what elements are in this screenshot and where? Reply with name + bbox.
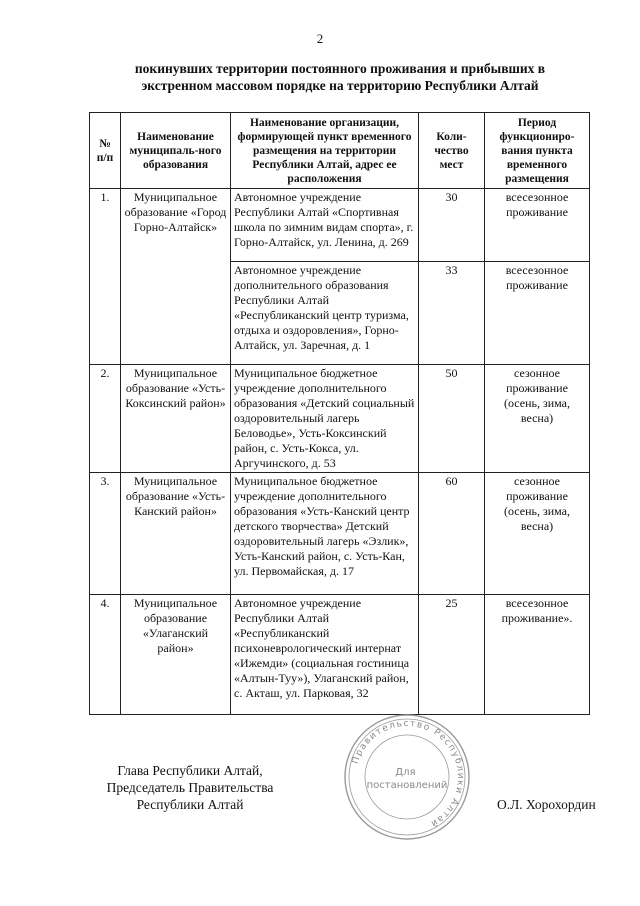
header-municipality: Наименование муниципаль-ного образования	[121, 113, 231, 189]
municipality-cell: Муниципальное образование «Город Горно-Алтайск»	[121, 189, 231, 365]
header-period: Период функциониро-вания пункта временного размещения	[485, 113, 590, 189]
header-num: № п/п	[90, 113, 121, 189]
stamp-center-line-1: Для	[395, 767, 416, 778]
organization-cell: Муниципальное бюджетное учреждение дополнительного образования «Усть-Канский центр детского творчества» Детский оздоровительный лагерь «Эзлик», Усть-Канский район, с. Усть-Кан, ул. Первомайская, д. 17	[231, 473, 419, 595]
official-stamp	[342, 712, 472, 842]
row-number: 3.	[90, 473, 121, 595]
signatory-line-3: Республики Алтай	[136, 797, 244, 812]
title-line-1: покинувших территории постоянного проживания и прибывших в	[134, 61, 546, 76]
table-row	[90, 189, 590, 262]
count-cell: 25	[419, 595, 485, 715]
period-cell: всесезонное проживание	[485, 262, 590, 365]
document-title	[90, 60, 590, 94]
page-number: 2	[316, 31, 324, 46]
shelters-table	[89, 112, 590, 715]
signatory-title	[80, 762, 300, 813]
count-cell: 50	[419, 365, 485, 473]
row-number: 2.	[90, 365, 121, 473]
row-number: 1.	[90, 189, 121, 365]
table-row	[90, 365, 590, 473]
municipality-cell: Муниципальное образование «Усть-Канский район»	[121, 473, 231, 595]
count-cell: 30	[419, 189, 485, 262]
organization-cell: Муниципальное бюджетное учреждение дополнительного образования «Детский социальный оздоровительный лагерь Беловодье», Усть-Коксинский район, с. Усть-Кокса, ул. Аргучинского, д. 53	[231, 365, 419, 473]
municipality-cell: Муниципальное образование «Улаганский район»	[121, 595, 231, 715]
organization-cell: Автономное учреждение дополнительного образования Республики Алтай «Республиканский центр туризма, отдыха и оздоровления», Горно-Алтайск, ул. Заречная, д. 1	[231, 262, 419, 365]
table-row	[90, 473, 590, 595]
signatory-line-2: Председатель Правительства	[106, 780, 274, 795]
table-header-row	[90, 113, 590, 189]
row-number: 4.	[90, 595, 121, 715]
title-line-2: экстренном массовом порядке на территорию Республики Алтай	[141, 78, 539, 93]
stamp-ring-text: Правительство Республики Алтай	[350, 718, 466, 830]
header-organization: Наименование организации, формирующей пункт временного размещения на территории Республики Алтай, адрес ее расположения	[231, 113, 419, 189]
count-cell: 33	[419, 262, 485, 365]
stamp-center-line-2: постановлений	[366, 780, 448, 791]
count-cell: 60	[419, 473, 485, 595]
period-cell: сезонное проживание (осень, зима, весна)	[485, 365, 590, 473]
signatory-name: О.Л. Хорохордин	[497, 797, 596, 812]
period-cell: сезонное проживание (осень, зима, весна)	[485, 473, 590, 595]
table-row	[90, 595, 590, 715]
header-count: Коли-чество мест	[419, 113, 485, 189]
period-cell: всесезонное проживание	[485, 189, 590, 262]
signatory-line-1: Глава Республики Алтай,	[117, 763, 263, 778]
svg-text:Для постановлений	[367, 767, 448, 791]
period-cell: всесезонное проживание».	[485, 595, 590, 715]
organization-cell: Автономное учреждение Республики Алтай «Республиканский психоневрологический интернат «Ижемди» (социальная гостиница «Алтын-Туу»), Улаганский район, с. Акташ, ул. Парковая, 32	[231, 595, 419, 715]
organization-cell: Автономное учреждение Республики Алтай «Спортивная школа по зимним видам спорта», г. Горно-Алтайск, ул. Ленина, д. 269	[231, 189, 419, 262]
municipality-cell: Муниципальное образование «Усть-Коксинский район»	[121, 365, 231, 473]
